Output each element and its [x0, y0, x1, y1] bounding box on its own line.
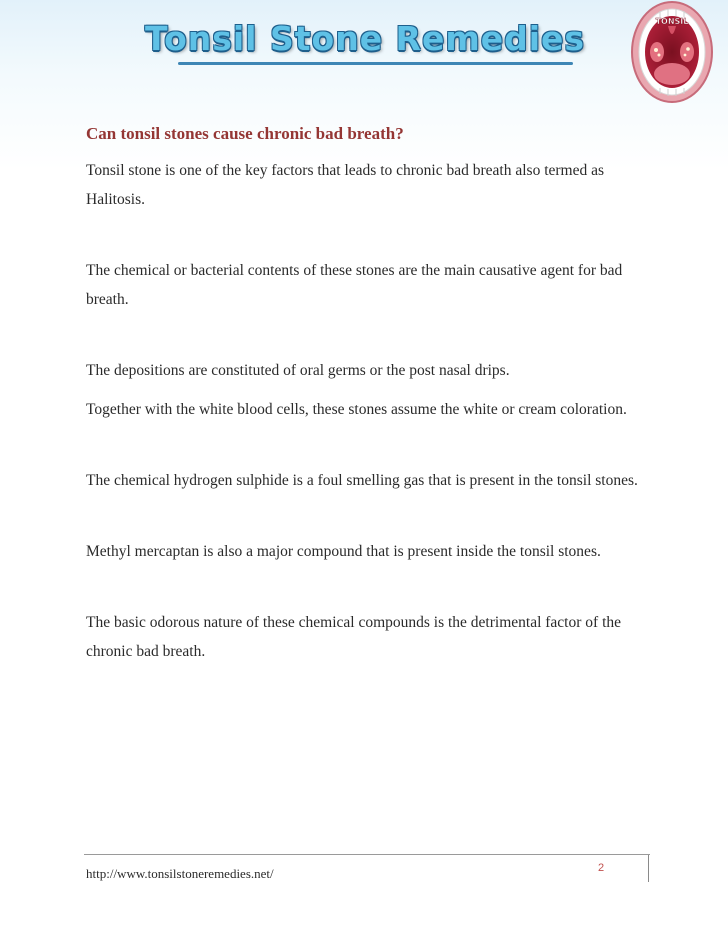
logo-label: TONSIL	[655, 17, 689, 26]
page-number: 2	[598, 862, 605, 874]
open-mouth-tonsil-icon	[622, 0, 722, 108]
footer-divider	[84, 854, 650, 855]
paragraph-methyl-mercaptan: Methyl mercaptan is also a major compound that is present inside the tonsil stones.	[86, 543, 601, 560]
article-heading: Can tonsil stones cause chronic bad breath?	[86, 124, 404, 143]
paragraph-coloration: Together with the white blood cells, these stones assume the white or cream coloration.	[86, 401, 627, 418]
footer-url-link[interactable]: http://www.tonsilstoneremedies.net/	[86, 866, 274, 881]
page-number-box	[590, 855, 649, 882]
article-content	[86, 122, 646, 666]
banner-title: Tonsil Stone Remedies	[144, 18, 586, 58]
paragraph-odorous-nature: The basic odorous nature of these chemical compounds is the detrimental factor of the chronic bad breath.	[86, 614, 621, 660]
paragraph-hydrogen-sulphide: The chemical hydrogen sulphide is a foul smelling gas that is present in the tonsil stones.	[86, 472, 638, 489]
paragraph-halitosis: Tonsil stone is one of the key factors that leads to chronic bad breath also termed as Halitosis.	[86, 162, 605, 208]
banner-underline	[178, 62, 573, 65]
paragraph-causative-agent: The chemical or bacterial contents of these stones are the main causative agent for bad breath.	[86, 262, 623, 308]
paragraph-depositions: The depositions are constituted of oral germs or the post nasal drips.	[86, 362, 510, 379]
page-header	[0, 0, 728, 110]
